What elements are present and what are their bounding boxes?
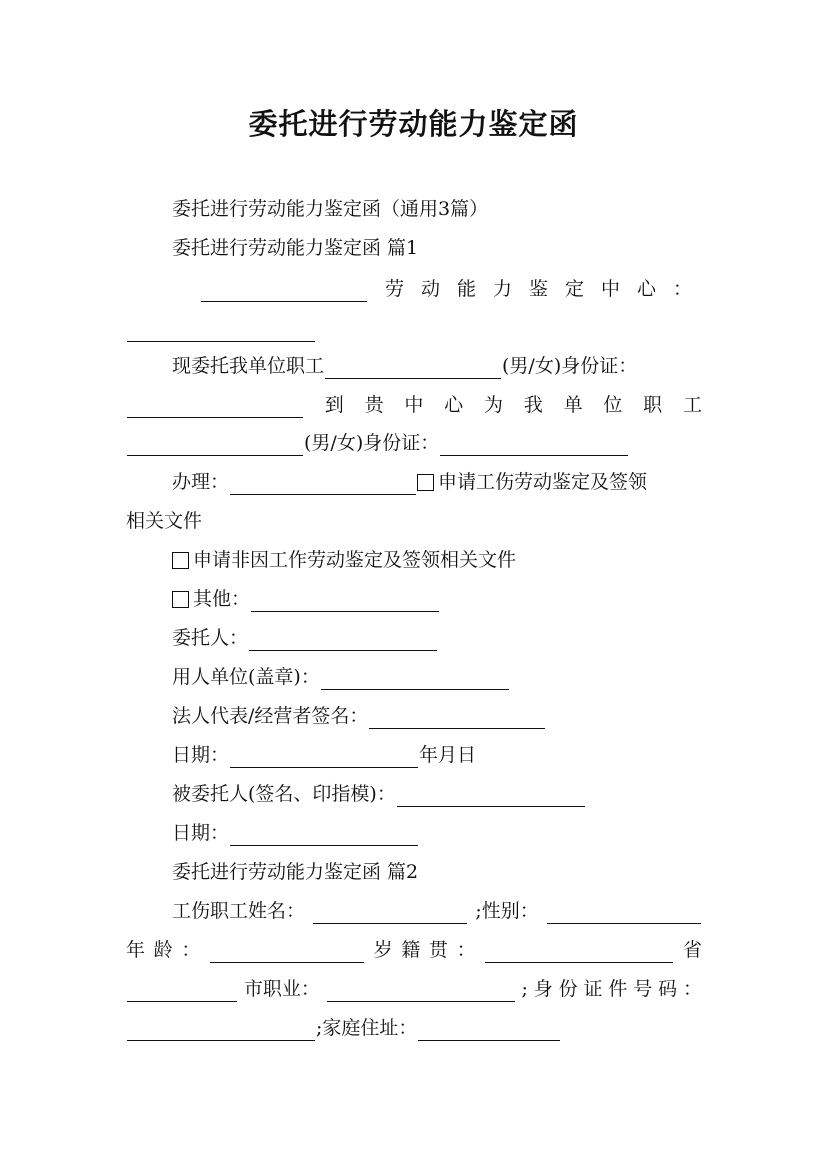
agent-line: 被委托人(签名、印指模)： — [172, 775, 702, 813]
date2-blank[interactable] — [230, 821, 418, 846]
employer-blank[interactable] — [321, 665, 509, 690]
employee2-id-blank[interactable] — [440, 431, 628, 456]
entrust-line: 现委托我单位职工 (男/女)身份证： — [172, 355, 638, 377]
section-2-heading: 委托进行劳动能力鉴定函 篇2 — [172, 861, 419, 883]
age-native-line: 年 龄 ： 岁 籍 贯 ： 省 — [126, 939, 702, 961]
address-line: ;家庭住址： — [126, 1009, 702, 1047]
section-1-heading: 委托进行劳动能力鉴定函 篇1 — [172, 237, 419, 259]
employer-line: 用人单位(盖章)： — [172, 658, 702, 696]
option2-checkbox[interactable] — [172, 552, 189, 569]
name-gender-line: 工伤职工姓名： ;性别： — [172, 892, 702, 930]
occupation-blank[interactable] — [327, 977, 515, 1002]
second-employee-line: (男/女)身份证： — [126, 424, 702, 462]
employee2-name-blank[interactable] — [127, 431, 303, 456]
date1-blank[interactable] — [230, 743, 418, 768]
city-job-id-line: 市职业： ; 身 份 证 件 号 码 ： — [126, 970, 702, 1008]
option3-checkbox[interactable] — [172, 591, 189, 608]
city-blank[interactable] — [127, 977, 237, 1002]
option3-line: 其他： — [172, 580, 702, 618]
option2-line: 申请非因工作劳动鉴定及签领相关文件 — [172, 541, 702, 579]
doc-subtitle: 委托进行劳动能力鉴定函（通用3篇） — [172, 198, 489, 220]
employee-name-blank[interactable] — [325, 354, 501, 379]
center-name-blank[interactable] — [201, 277, 367, 302]
option1-continuation: 相关文件 — [126, 510, 203, 532]
date2-line: 日期： — [172, 814, 702, 852]
document-title: 委托进行劳动能力鉴定函 — [248, 107, 579, 141]
gender-blank[interactable] — [547, 899, 701, 924]
id-number-blank[interactable] — [127, 393, 303, 418]
date1-line: 日期： 年月日 — [172, 744, 477, 766]
legal-rep-blank[interactable] — [369, 704, 545, 729]
id-number-blank-2[interactable] — [127, 1016, 315, 1041]
handle-line: 办理： 申请工伤劳动鉴定及签领 — [172, 471, 648, 493]
native-place-blank[interactable] — [485, 938, 673, 963]
age-blank[interactable] — [210, 938, 364, 963]
option1-checkbox[interactable] — [417, 474, 434, 491]
center-line: 劳 动 能 力 鉴 定 中 心 ： — [200, 270, 692, 308]
principal-blank[interactable] — [249, 626, 437, 651]
agent-blank[interactable] — [397, 782, 585, 807]
address-blank[interactable] — [418, 1016, 560, 1041]
legal-rep-line: 法人代表/经营者签名： — [172, 697, 702, 735]
handle-blank[interactable] — [230, 470, 416, 495]
to-center-line: 到 贵 中 心 为 我 单 位 职 工 — [126, 386, 702, 424]
center-continuation — [126, 310, 702, 348]
principal-line: 委托人： — [172, 619, 702, 657]
center-continuation-blank[interactable] — [127, 317, 315, 342]
other-blank[interactable] — [251, 587, 439, 612]
worker-name-blank[interactable] — [313, 899, 467, 924]
